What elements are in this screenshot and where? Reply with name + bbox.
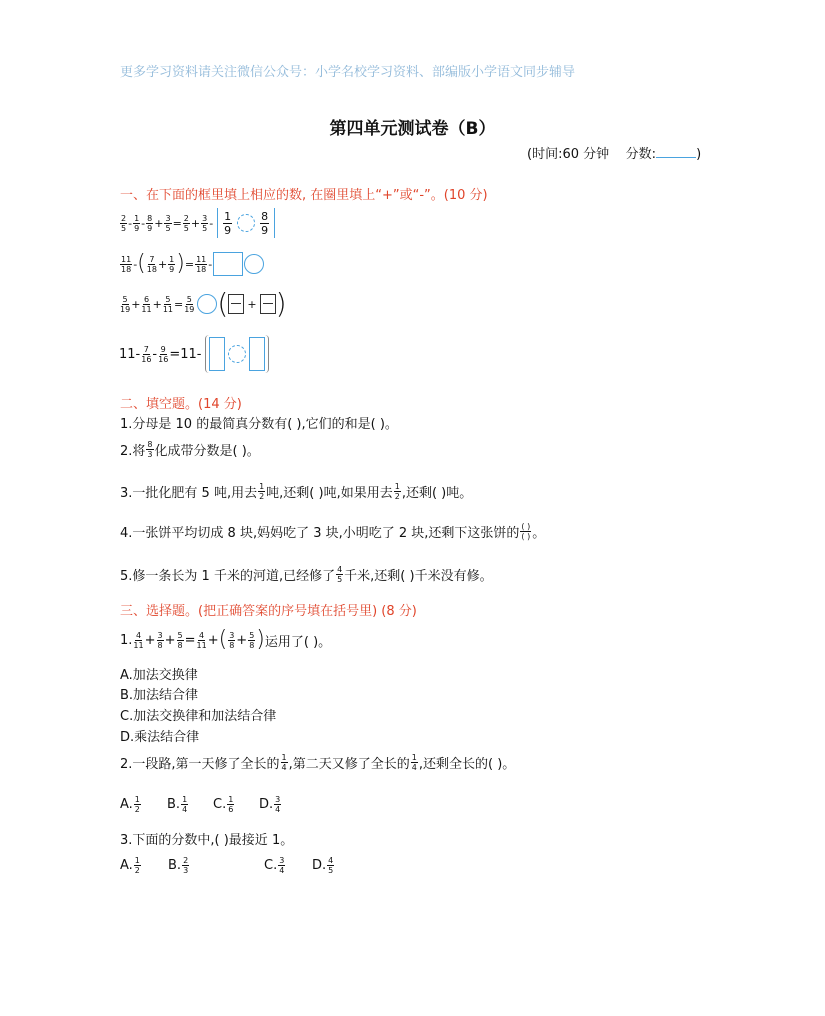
fraction: $\frac{5}{11}$ xyxy=(162,294,173,314)
fill-question-5: 5.修一条长为 1 千米的河道,已经修了 $\frac{4}{5}$ 千米,还剩( )千米没有修。 xyxy=(120,565,493,584)
fraction: $\frac{1}{9}$ xyxy=(169,254,175,274)
equation-2: $\frac{11}{18}$ - ( $\frac{7}{18}$ + $\frac{1}{9}$ ) = $\frac{11}{18}$ - xyxy=(119,250,264,278)
watermark-text: 更多学习资料请关注微信公众号：小学名校学习资料、部编版小学语文同步辅导 xyxy=(120,65,576,80)
fraction: $\frac{3}{8}$ xyxy=(157,630,163,650)
fraction: $\frac{11}{18}$ xyxy=(196,254,207,274)
fraction: $\frac{1}{9}$ xyxy=(224,209,232,237)
score-blank[interactable] xyxy=(656,145,696,158)
option-b[interactable]: B.加法结合律 xyxy=(120,688,199,703)
answer-box[interactable] xyxy=(249,337,265,371)
fraction: $\frac{5}{8}$ xyxy=(177,630,183,650)
option-b[interactable]: B. $\frac{1}{4}$ xyxy=(167,795,188,814)
fraction: $\frac{4}{5}$ xyxy=(337,565,343,584)
equation-4: 11- $\frac{7}{16}$ - $\frac{9}{16}$ =11- xyxy=(119,335,269,373)
fraction: $\frac{3}{8}$ xyxy=(229,630,235,650)
fraction: $\frac{1}{4}$ xyxy=(281,753,287,772)
choice-3-options xyxy=(120,856,335,875)
option-a[interactable]: A. $\frac{1}{2}$ xyxy=(120,795,140,814)
fraction: $\frac{8}{3}$ xyxy=(147,440,153,459)
fraction: $\frac{1}{9}$ xyxy=(134,213,140,233)
choice-question-2: 2.一段路,第一天修了全长的 $\frac{1}{4}$ ,第二天又修了全长的 $\frac{1}{4}$ ,还剩全长的( )。 xyxy=(120,753,516,772)
plus-sign: + xyxy=(247,297,257,311)
choice-question-1: 1. $\frac{4}{11}$ + $\frac{3}{8}$ + $\frac{5}{8}$ = $\frac{4}{11}$ + ( $\frac{3}{8}$ + $\frac{5}{8}$ ) 运用了( )。 xyxy=(120,627,332,652)
choice-2-options xyxy=(120,795,282,814)
fraction: $\frac{5}{8}$ xyxy=(249,630,255,650)
score-label: 分数: xyxy=(625,147,657,162)
fraction: $\frac{1}{4}$ xyxy=(411,753,417,772)
fill-question-4: 4.一张饼平均切成 8 块,妈妈吃了 3 块,小明吃了 2 块,还剩下这张饼的 $\frac{( )}{( )}$ 。 xyxy=(120,522,546,541)
equation-1: $\frac{2}{5}$ - $\frac{1}{9}$ - $\frac{8}{9}$ + $\frac{3}{5}$ = $\frac{2}{5}$ + $\frac{3}{5}$ - $\frac{1}{9}$ $\frac{8}{9}$ xyxy=(119,208,275,238)
fraction: $\frac{3}{5}$ xyxy=(165,213,171,233)
fraction: $\frac{5}{19}$ xyxy=(184,294,195,314)
fraction: $\frac{9}{16}$ xyxy=(158,344,169,364)
exam-meta xyxy=(527,143,701,162)
fraction: $\frac{8}{9}$ xyxy=(261,209,269,237)
section1-heading: 一、在下面的框里填上相应的数, 在圈里填上“+”或“-”。(10 分) xyxy=(120,188,488,203)
operator-circle[interactable] xyxy=(237,214,255,232)
fraction: $\frac{5}{19}$ xyxy=(120,294,131,314)
option-a[interactable]: A. $\frac{1}{2}$ xyxy=(120,856,140,875)
answer-box[interactable] xyxy=(260,294,276,314)
fraction: $\frac{2}{5}$ xyxy=(121,213,127,233)
option-b[interactable]: B. $\frac{2}{3}$ xyxy=(168,856,189,875)
operator-circle[interactable] xyxy=(228,345,246,363)
equation-3: $\frac{5}{19}$ + $\frac{6}{11}$ + $\frac{5}{11}$ = $\frac{5}{19}$ ( + ) xyxy=(120,287,287,320)
answer-box[interactable] xyxy=(213,252,243,276)
operator-circle[interactable] xyxy=(197,294,217,314)
fraction: $\frac{1}{2}$ xyxy=(259,482,265,501)
fraction: $\frac{6}{11}$ xyxy=(141,294,152,314)
eq-mid: =11- xyxy=(169,346,202,362)
fill-question-3: 3.一批化肥有 5 吨,用去 $\frac{1}{2}$ 吨,还剩( )吨,如果用去 $\frac{1}{2}$ ,还剩( )吨。 xyxy=(120,482,473,501)
choice-question-3: 3.下面的分数中,( )最接近 1。 xyxy=(120,833,294,848)
option-d[interactable]: D.乘法结合律 xyxy=(120,730,200,745)
fill-question-2: 2.将 $\frac{8}{3}$ 化成带分数是( )。 xyxy=(120,440,260,459)
fill-question-1: 1.分母是 10 的最简真分数有( ),它们的和是( )。 xyxy=(120,417,398,432)
option-d[interactable]: D. $\frac{4}{5}$ xyxy=(312,856,334,875)
meta-close: ) xyxy=(696,147,702,162)
option-c[interactable]: C. $\frac{1}{6}$ xyxy=(213,795,234,814)
answer-box[interactable] xyxy=(228,294,244,314)
time-label: (时间:60 分钟 xyxy=(527,147,610,162)
option-c[interactable]: C. $\frac{3}{4}$ xyxy=(264,856,285,875)
fraction: $\frac{2}{5}$ xyxy=(183,213,189,233)
fraction: $\frac{( )}{( )}$ xyxy=(521,522,531,541)
option-d[interactable]: D. $\frac{3}{4}$ xyxy=(259,795,281,814)
fraction: $\frac{3}{5}$ xyxy=(202,213,208,233)
fraction: $\frac{7}{16}$ xyxy=(141,344,152,364)
section3-heading: 三、选择题。(把正确答案的序号填在括号里) (8 分) xyxy=(120,604,417,619)
answer-box[interactable] xyxy=(209,337,225,371)
page-title: 第四单元测试卷（B） xyxy=(329,119,496,139)
fraction: $\frac{7}{18}$ xyxy=(146,254,157,274)
option-c[interactable]: C.加法交换律和加法结合律 xyxy=(120,709,277,724)
section2-heading: 二、填空题。(14 分) xyxy=(120,397,242,412)
fraction: $\frac{11}{18}$ xyxy=(121,254,132,274)
option-a[interactable]: A.加法交换律 xyxy=(120,668,198,683)
eq-lead: 11- xyxy=(119,346,141,362)
fraction: $\frac{1}{2}$ xyxy=(394,482,400,501)
answer-bracket xyxy=(217,208,275,238)
fraction: $\frac{4}{11}$ xyxy=(196,630,207,650)
fraction: $\frac{4}{11}$ xyxy=(133,630,144,650)
answer-bracket xyxy=(205,335,269,373)
operator-circle[interactable] xyxy=(244,254,264,274)
fraction: $\frac{8}{9}$ xyxy=(147,213,153,233)
